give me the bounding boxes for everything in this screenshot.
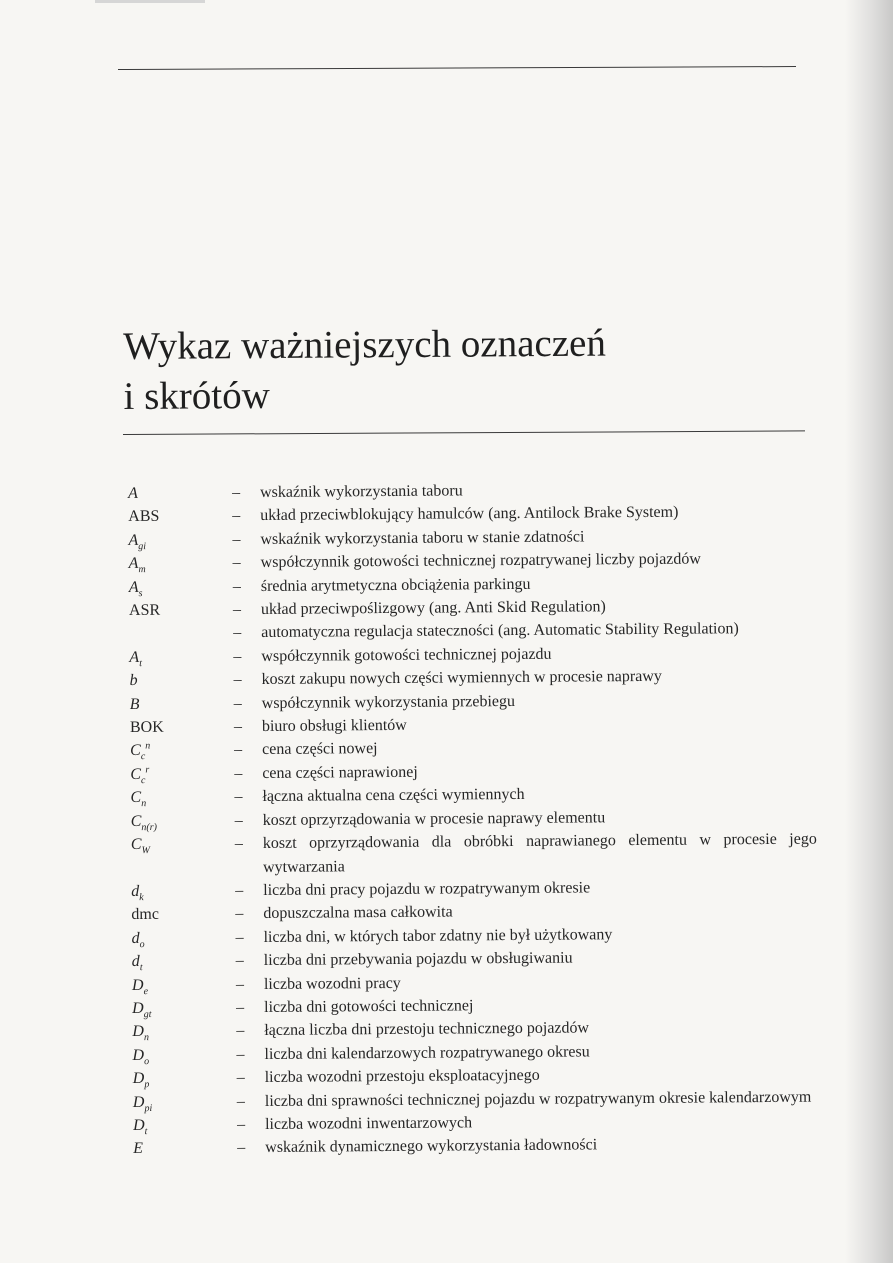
- scan-edge-mark: [95, 0, 205, 3]
- symbol-description: liczba wozodni inwentarzowych: [264, 1114, 473, 1133]
- symbol-entry: [3, 827, 893, 881]
- symbol-term: [1, 551, 233, 576]
- symbol-description: liczba dni, w których tabor zdatny nie był użytkowany: [263, 925, 613, 946]
- entry-dash: –: [236, 1045, 245, 1063]
- symbol-term: [4, 996, 236, 1021]
- symbol-description: cena części nowej: [262, 740, 378, 759]
- symbol-description: liczba dni pracy pojazdu w rozpatrywanym okresie: [263, 879, 591, 899]
- entry-dash: –: [233, 671, 242, 689]
- symbol-description: łączna aktualna cena części wymiennych: [262, 786, 525, 806]
- symbol-base: d: [131, 882, 140, 900]
- entry-dash: –: [234, 835, 243, 853]
- entry-dash: –: [234, 765, 243, 783]
- page-title-line-1: Wykaz ważniejszych oznaczeń: [123, 321, 607, 368]
- symbol-description: współczynnik gotowości technicznej pojazdu: [261, 645, 552, 665]
- symbol-subscript: n: [143, 1032, 149, 1044]
- symbol-description: liczba dni gotowości technicznej: [264, 997, 474, 1016]
- symbol-term: [1, 598, 233, 623]
- symbol-term: [1, 645, 233, 670]
- symbol-base: b: [129, 672, 138, 690]
- symbol-term: [2, 715, 234, 740]
- symbol-base: d: [131, 929, 140, 947]
- symbol-base: D: [132, 1116, 145, 1134]
- symbol-subscript: gi: [138, 540, 147, 552]
- symbol-description: współczynnik gotowości technicznej rozpatrywanej liczby pojazdów: [260, 550, 701, 572]
- symbol-superscript: n: [145, 740, 151, 753]
- symbol-term: [2, 739, 234, 764]
- entry-dash: –: [235, 882, 244, 900]
- symbol-base: D: [132, 1070, 145, 1088]
- symbol-subscript: m: [138, 564, 146, 576]
- symbol-base: B: [129, 695, 140, 713]
- page-title: [123, 319, 606, 422]
- symbol-subscript: c: [140, 751, 146, 763]
- symbol-term: [3, 902, 235, 927]
- symbol-term: [4, 1043, 236, 1068]
- symbol-description: współczynnik wykorzystania przebiegu: [261, 692, 516, 712]
- symbol-description: cena części naprawionej: [262, 763, 418, 782]
- symbol-description: dopuszczalna masa całkowita: [263, 903, 453, 923]
- symbol-subscript: e: [143, 985, 149, 997]
- entry-dash: –: [236, 1092, 245, 1110]
- symbol-term: [2, 692, 234, 717]
- symbol-base: D: [132, 999, 144, 1017]
- symbol-term: [0, 528, 232, 553]
- symbol-base: A: [129, 648, 140, 666]
- symbol-description: koszt oprzyrządowania dla obróbki naprawianego elementu w procesie jego wytwarzania: [262, 830, 817, 876]
- entry-dash: –: [236, 999, 245, 1017]
- title-rule: [123, 430, 805, 435]
- symbol-base: C: [130, 742, 141, 760]
- entry-dash: –: [236, 1116, 246, 1134]
- symbol-subscript: W: [141, 845, 150, 857]
- symbol-superscript: r: [145, 764, 150, 776]
- symbol-term: [5, 1090, 237, 1115]
- entry-dash: –: [234, 811, 243, 829]
- entry-dash: –: [236, 1069, 245, 1087]
- symbol-term: [3, 879, 235, 904]
- symbol-subscript: pi: [144, 1102, 153, 1114]
- symbol-description: biuro obsługi klientów: [261, 716, 407, 736]
- symbol-subscript: n(r): [141, 821, 157, 833]
- symbol-description: wskaźnik wykorzystania taboru: [260, 482, 463, 501]
- symbol-subscript: o: [139, 938, 145, 950]
- symbol-base: dmc: [131, 906, 160, 924]
- symbol-description: układ przeciwblokujący hamulców (ang. Antilock Brake System): [260, 504, 679, 525]
- symbol-base: ASR: [128, 601, 161, 620]
- symbol-term: [5, 1113, 237, 1138]
- symbol-term: [3, 832, 235, 857]
- symbol-base: A: [128, 531, 139, 549]
- symbol-subscript: t: [144, 1126, 148, 1138]
- symbol-subscript: t: [139, 962, 143, 974]
- symbol-subscript: t: [139, 657, 143, 669]
- entry-dash: –: [236, 1022, 245, 1040]
- symbol-description: liczba dni przebywania pojazdu w obsługiwaniu: [263, 949, 573, 970]
- entry-dash: –: [232, 554, 241, 572]
- symbol-description: liczba wozodni przestoju eksploatacyjnego: [264, 1066, 540, 1087]
- symbol-base: C: [130, 812, 142, 830]
- symbol-subscript: n: [141, 798, 147, 810]
- symbol-term: [1, 575, 233, 600]
- symbol-base: C: [130, 765, 142, 783]
- symbol-term: [3, 926, 235, 951]
- symbol-term: [3, 809, 235, 834]
- symbol-base: C: [130, 836, 142, 854]
- entry-dash: –: [235, 975, 245, 993]
- symbol-term: [5, 1137, 237, 1162]
- symbol-description: wskaźnik wykorzystania taboru w stanie zdatności: [260, 528, 585, 548]
- symbol-description: wskaźnik dynamicznego wykorzystania ładowności: [265, 1136, 598, 1157]
- entry-dash: –: [232, 601, 242, 619]
- symbol-description: automatyczna regulacja stateczności (ang. Automatic Stability Regulation): [261, 620, 739, 642]
- entry-dash: –: [233, 718, 242, 736]
- symbol-term: [0, 481, 232, 506]
- symbol-term: [0, 505, 232, 530]
- symbol-term: [4, 973, 236, 998]
- entry-dash: –: [233, 647, 242, 666]
- symbol-base: A: [128, 484, 138, 503]
- entry-dash: –: [233, 624, 242, 642]
- symbol-description: koszt zakupu nowych części wymiennych w procesie naprawy: [261, 668, 662, 689]
- symbol-subscript: gt: [143, 1008, 152, 1021]
- symbol-base: D: [132, 1023, 144, 1041]
- symbol-term: [2, 785, 234, 810]
- symbol-term: [2, 762, 234, 787]
- symbol-description: koszt oprzyrządowania w procesie naprawy elementu: [262, 808, 606, 829]
- symbol-description: układ przeciwpoślizgowy (ang. Anti Skid Regulation): [260, 598, 606, 619]
- symbol-subscript: o: [144, 1055, 150, 1067]
- symbol-subscript: s: [138, 587, 143, 599]
- entry-dash: –: [235, 952, 244, 970]
- entry-dash: –: [232, 507, 241, 525]
- symbol-subscript: k: [139, 891, 144, 904]
- symbol-description: liczba wozodni pracy: [263, 974, 401, 993]
- entry-dash: –: [232, 530, 241, 549]
- entry-dash: –: [234, 788, 243, 806]
- symbol-subscript: p: [144, 1079, 150, 1091]
- entry-dash: –: [232, 577, 241, 595]
- symbol-base: ABS: [128, 508, 160, 526]
- symbol-base: BOK: [129, 718, 164, 737]
- symbol-base: E: [133, 1140, 144, 1158]
- entry-dash: –: [234, 741, 243, 759]
- entry-dash: –: [233, 694, 242, 712]
- header-rule: [118, 66, 796, 70]
- symbol-term: [4, 1020, 236, 1045]
- symbol-description: średnia arytmetyczna obciążenia parkingu: [260, 575, 531, 595]
- entry-dash: –: [235, 905, 244, 923]
- entry-dash: –: [237, 1139, 246, 1157]
- entry-dash: –: [235, 928, 244, 946]
- symbol-description: liczba dni sprawności technicznej pojazdu w rozpatrywanym okresie kalendarzowym: [264, 1088, 812, 1110]
- symbol-description: liczba dni kalendarzowych rozpatrywanego okresu: [264, 1043, 590, 1063]
- symbol-base: d: [131, 953, 140, 971]
- symbol-subscript: c: [140, 774, 146, 786]
- symbol-term: [1, 668, 233, 693]
- symbol-base: D: [132, 1093, 145, 1111]
- symbol-term: [4, 949, 236, 974]
- symbol-list: [0, 476, 893, 1162]
- symbol-base: A: [128, 555, 139, 573]
- symbol-base: D: [132, 1046, 145, 1064]
- symbol-description: łączna liczba dni przestoju technicznego pojazdów: [264, 1019, 590, 1040]
- page-title-line-2: i skrótów: [123, 373, 270, 418]
- symbol-base: A: [128, 578, 139, 596]
- symbol-base: C: [130, 789, 142, 807]
- symbol-base: D: [131, 976, 144, 994]
- symbol-term: [5, 1066, 237, 1091]
- entry-dash: –: [232, 484, 241, 502]
